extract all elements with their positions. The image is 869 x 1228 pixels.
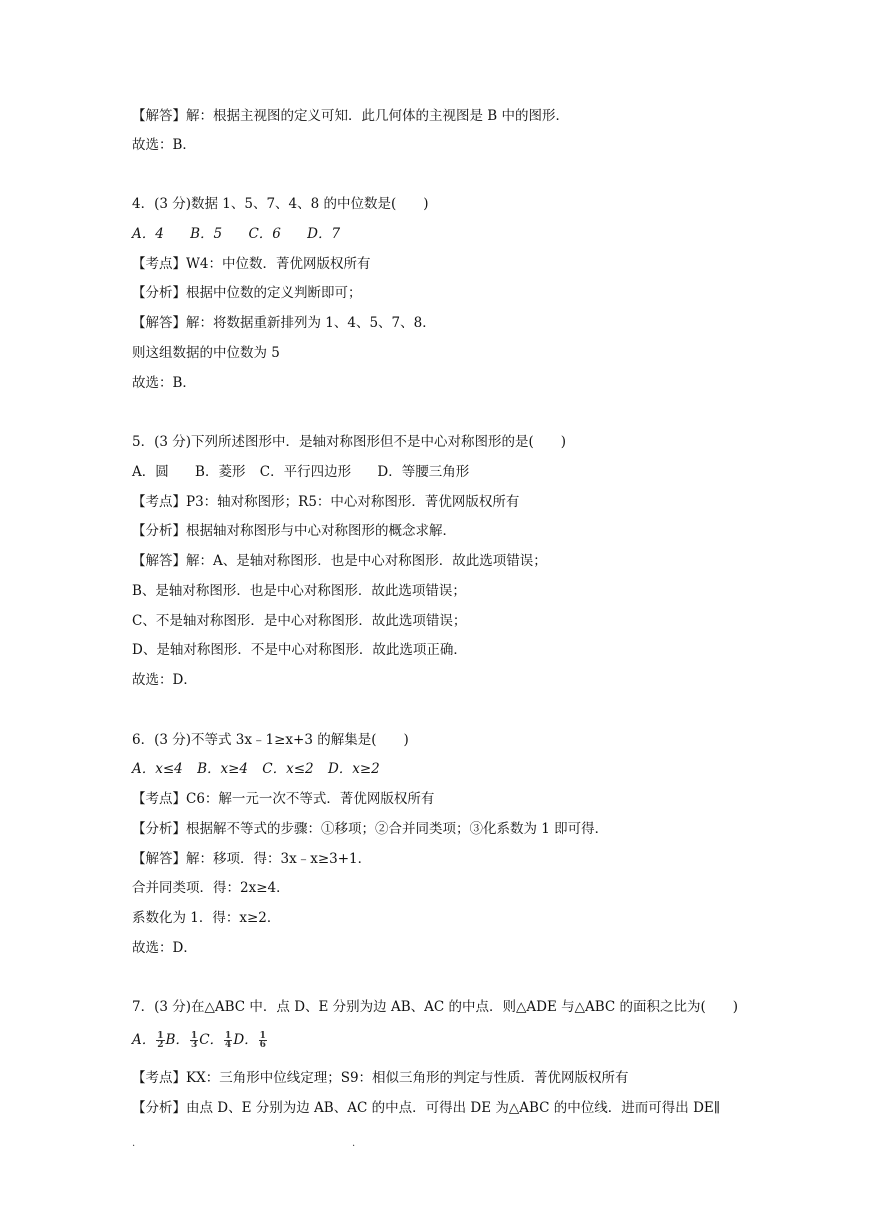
footer-dot-left: . [132,1138,136,1149]
q5-kaodian: 【考点】P3：轴对称图形；R5：中心对称图形．菁优网版权所有 [132,494,520,510]
q7-option-a-fraction: $\frac{1}{2}$ [157,1031,164,1050]
q4-option-b: B．5 [190,226,223,242]
q5-options [132,463,469,481]
footer-dot-right: . [352,1138,356,1149]
q7-fenxi: 【分析】由点 D、E 分别为边 AB、AC 的中点．可得出 DE 为△ABC 的中位线．进而可得出 DE∥ [132,1100,720,1116]
q4-jieda: 【解答】解：将数据重新排列为 1、4、5、7、8． [132,315,436,331]
q4-option-a: A．4 [132,226,164,242]
q4-line2: 则这组数据的中位数为 5 [132,345,280,361]
q5-line-b: B、是轴对称图形．也是中心对称图形．故此选项错误； [132,583,466,599]
q7-option-b-letter: B． [165,1032,189,1048]
q7-option-c-letter: C． [199,1032,224,1048]
q7-kaodian: 【考点】KX：三角形中位线定理；S9：相似三角形的判定与性质．菁优网版权所有 [132,1070,629,1086]
q7-option-d-fraction: $\frac{1}{6}$ [259,1031,266,1050]
q4-option-d: D．7 [307,226,341,242]
q7-option-d-letter: D． [233,1032,258,1048]
q7-option-c-fraction: $\frac{1}{4}$ [225,1031,232,1050]
q5-choose: 故选：D． [132,672,197,688]
q5-option-a: A．圆 [132,464,169,480]
q5-option-c: C．平行四边形 [259,464,352,480]
q6-line2: 合并同类项．得：2x≥4． [132,880,290,896]
q4-fenxi: 【分析】根据中位数的定义判断即可； [132,285,362,301]
q6-option-a: A．x≤4 [132,761,183,777]
q7-options [132,1027,268,1053]
q4-option-c: C．6 [248,226,281,242]
q6-choose: 故选：D． [132,940,197,956]
q6-kaodian: 【考点】C6：解一元一次不等式．菁优网版权所有 [132,791,435,807]
q5-fenxi: 【分析】根据轴对称图形与中心对称图形的概念求解． [132,523,456,539]
q6-option-c: C．x≤2 [262,761,314,777]
q6-fenxi: 【分析】根据解不等式的步骤：①移项；②合并同类项；③化系数为 1 即可得． [132,821,609,837]
q5-stem: 5．(3 分)下列所述图形中．是轴对称图形但不是中心对称图形的是( ) [132,434,567,450]
q6-option-b: B．x≥4 [197,761,248,777]
q5-option-d: D．等腰三角形 [377,464,470,480]
q3-choose: 故选：B． [132,137,196,153]
q5-line-c: C、不是轴对称图形．是中心对称图形．故此选项错误； [132,613,467,629]
q7-option-b-fraction: $\frac{1}{3}$ [190,1031,198,1050]
q5-jieda: 【解答】解：A、是轴对称图形．也是中心对称图形．故此选项错误； [132,553,547,569]
q7-stem: 7．(3 分)在△ABC 中．点 D、E 分别为边 AB、AC 的中点．则△ADE 与△ABC 的面积之比为( ) [132,999,739,1015]
q6-options [132,760,380,778]
q7-option-a-letter: A． [132,1032,156,1048]
q4-kaodian: 【考点】W4：中位数．菁优网版权所有 [132,256,371,272]
q6-option-d: D．x≥2 [327,761,380,777]
q6-line3: 系数化为 1．得：x≥2． [132,910,281,926]
q4-stem: 4．(3 分)数据 1、5、7、4、8 的中位数是( ) [132,196,429,212]
q5-line-d: D、是轴对称图形．不是中心对称图形．故此选项正确． [132,642,467,658]
q4-options [132,225,340,243]
q5-option-b: B．菱形 [195,464,246,480]
q6-stem: 6．(3 分)不等式 3x﹣1≥x+3 的解集是( ) [132,732,409,748]
q6-jieda: 【解答】解：移项．得：3x﹣x≥3+1． [132,851,372,867]
q4-choose: 故选：B． [132,375,196,391]
q3-answer: 【解答】解：根据主视图的定义可知．此几何体的主视图是 B 中的图形． [132,108,570,124]
